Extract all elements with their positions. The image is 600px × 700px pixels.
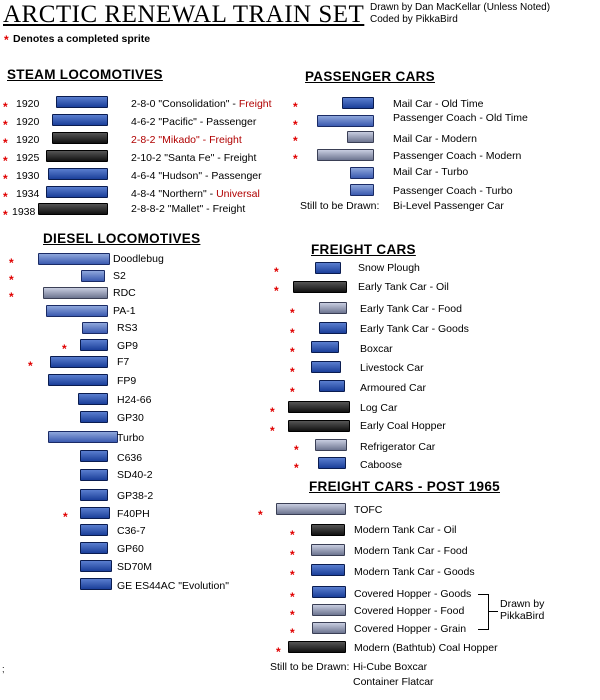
diesel-item: F40PH (117, 508, 150, 520)
brace-tick (488, 611, 498, 612)
loco-sprite (46, 305, 108, 317)
completed-star: * (270, 424, 275, 438)
car-sprite (350, 167, 374, 179)
completed-star: * (258, 508, 263, 522)
steam-item: 2-8-0 "Consolidation" - Freight (131, 98, 272, 110)
diesel-item: RS3 (117, 322, 138, 334)
completed-star: * (294, 443, 299, 457)
completed-star: * (290, 365, 295, 379)
car-sprite (317, 149, 374, 161)
freight-item: Boxcar (360, 343, 393, 355)
car-sprite (293, 281, 347, 293)
completed-star: * (3, 172, 8, 186)
loco-sprite (56, 96, 108, 108)
car-sprite (288, 641, 346, 653)
car-sprite (347, 131, 374, 143)
car-sprite (319, 302, 347, 314)
completed-star: * (290, 345, 295, 359)
steam-item: 4-8-4 "Northern" - Universal (131, 188, 260, 200)
freight-item: Early Tank Car - Oil (358, 281, 449, 293)
completed-star: * (293, 100, 298, 114)
car-sprite (312, 622, 346, 634)
completed-star: * (290, 608, 295, 622)
completed-star: * (3, 154, 8, 168)
freight-heading: FREIGHT CARS (311, 242, 416, 257)
freight-item: Refrigerator Car (360, 441, 436, 453)
freight-item: Early Coal Hopper (360, 420, 446, 432)
diesel-item: Doodlebug (113, 253, 164, 265)
loco-sprite (80, 507, 110, 519)
loco-sprite (80, 489, 108, 501)
steam-year: 1920 (16, 98, 40, 110)
freight-item: Early Tank Car - Food (360, 303, 462, 315)
post1965-todo-item: Container Flatcar (353, 676, 434, 688)
diesel-item: Turbo (117, 432, 145, 444)
loco-sprite (48, 431, 118, 443)
corner-mark: ; (2, 664, 5, 674)
completed-star: * (276, 645, 281, 659)
car-sprite (319, 380, 345, 392)
completed-star: * (28, 359, 33, 373)
car-sprite (311, 524, 345, 536)
passenger-item: Mail Car - Old Time (393, 98, 484, 110)
car-sprite (311, 544, 345, 556)
loco-sprite (52, 132, 108, 144)
completed-star: * (3, 136, 8, 150)
post1965-item: Modern (Bathtub) Coal Hopper (354, 642, 498, 654)
loco-sprite (50, 356, 108, 368)
completed-star: * (63, 510, 68, 524)
loco-sprite (52, 114, 108, 126)
completed-star: * (3, 118, 8, 132)
completed-star: * (290, 568, 295, 582)
loco-sprite (80, 560, 112, 572)
diesel-heading: DIESEL LOCOMOTIVES (43, 231, 201, 246)
post1965-item: TOFC (354, 504, 383, 516)
post1965-item: Modern Tank Car - Goods (354, 566, 475, 578)
freight-item: Early Tank Car - Goods (360, 323, 469, 335)
steam-item: 2-10-2 "Santa Fe" - Freight (131, 152, 257, 164)
freight-item: Armoured Car (360, 382, 426, 394)
diesel-item: C36-7 (117, 525, 146, 537)
completed-star: * (294, 461, 299, 475)
diesel-item: F7 (117, 356, 130, 368)
diesel-item: RDC (113, 287, 136, 299)
completed-star: * (270, 405, 275, 419)
completed-star: * (3, 100, 8, 114)
pikkabird-brace (478, 594, 489, 630)
loco-sprite (48, 168, 108, 180)
loco-sprite (46, 186, 108, 198)
loco-sprite (38, 253, 110, 265)
steam-year: 1925 (16, 152, 40, 164)
legend-text: Denotes a completed sprite (13, 33, 151, 45)
steam-year: 1934 (16, 188, 40, 200)
passenger-item: Passenger Coach - Turbo (393, 185, 513, 197)
completed-star: * (274, 265, 279, 279)
diesel-item: SD70M (117, 561, 153, 573)
freight-item: Log Car (360, 402, 398, 414)
completed-star: * (290, 385, 295, 399)
car-sprite (311, 341, 339, 353)
loco-sprite (82, 322, 108, 334)
freight-item: Caboose (360, 459, 403, 471)
post1965-todo-label: Still to be Drawn: (270, 661, 350, 673)
car-sprite (288, 401, 350, 413)
diesel-item: GE ES44AC "Evolution" (117, 580, 229, 592)
completed-star: * (3, 208, 8, 222)
car-sprite (317, 115, 374, 127)
passenger-item: Mail Car - Turbo (393, 166, 469, 178)
completed-star: * (62, 342, 67, 356)
loco-sprite (43, 287, 108, 299)
diesel-item: GP60 (117, 543, 144, 555)
loco-sprite (78, 393, 108, 405)
legend-star: * (4, 33, 9, 47)
diesel-item: GP9 (117, 340, 139, 352)
passenger-heading: PASSENGER CARS (305, 69, 435, 84)
loco-sprite (80, 542, 108, 554)
freight-item: Snow Plough (358, 262, 420, 274)
credit-coded: Coded by PikkaBird (370, 14, 458, 25)
steam-item: 4-6-2 "Pacific" - Passenger (131, 116, 257, 128)
pikkabird-note-drawn: Drawn by (500, 598, 545, 610)
diesel-item: GP30 (117, 412, 144, 424)
loco-sprite (46, 150, 108, 162)
loco-sprite (80, 524, 108, 536)
completed-star: * (290, 326, 295, 340)
completed-star: * (3, 190, 8, 204)
passenger-item: Mail Car - Modern (393, 133, 478, 145)
post1965-todo-item: Hi-Cube Boxcar (353, 661, 428, 673)
completed-star: * (274, 284, 279, 298)
diesel-item: FP9 (117, 375, 137, 387)
steam-year: 1920 (16, 134, 40, 146)
car-sprite (315, 439, 347, 451)
passenger-todo-item: Bi-Level Passenger Car (393, 200, 504, 212)
post1965-heading: FREIGHT CARS - POST 1965 (309, 479, 500, 494)
steam-year: 1920 (16, 116, 40, 128)
post1965-item: Covered Hopper - Grain (354, 623, 467, 635)
car-sprite (350, 184, 374, 196)
car-sprite (311, 361, 341, 373)
steam-year: 1930 (16, 170, 40, 182)
steam-item: 2-8-8-2 "Mallet" - Freight (131, 203, 246, 215)
steam-item: 2-8-2 "Mikado" - Freight (131, 134, 242, 146)
loco-sprite (48, 374, 108, 386)
passenger-item: Passenger Coach - Old Time (393, 112, 528, 124)
diesel-item: GP38-2 (117, 490, 154, 502)
page-title: ARCTIC RENEWAL TRAIN SET (3, 1, 365, 28)
car-sprite (276, 503, 346, 515)
completed-star: * (293, 134, 298, 148)
completed-star: * (9, 273, 14, 287)
loco-sprite (80, 339, 108, 351)
loco-sprite (80, 578, 112, 590)
completed-star: * (9, 256, 14, 270)
post1965-item: Modern Tank Car - Oil (354, 524, 457, 536)
freight-item: Livestock Car (360, 362, 424, 374)
loco-sprite (81, 270, 105, 282)
completed-star: * (290, 528, 295, 542)
completed-star: * (9, 290, 14, 304)
diesel-item: H24-66 (117, 394, 152, 406)
completed-star: * (290, 306, 295, 320)
car-sprite (311, 564, 345, 576)
post1965-item: Covered Hopper - Goods (354, 588, 472, 600)
car-sprite (288, 420, 350, 432)
car-sprite (312, 586, 346, 598)
car-sprite (315, 262, 341, 274)
passenger-item: Passenger Coach - Modern (393, 150, 522, 162)
diesel-item: S2 (113, 270, 126, 282)
diesel-item: C636 (117, 452, 143, 464)
credit-drawn: Drawn by Dan MacKellar (Unless Noted) (370, 2, 551, 13)
passenger-todo-label: Still to be Drawn: (300, 200, 380, 212)
completed-star: * (290, 626, 295, 640)
steam-year: 1938 (12, 206, 36, 218)
post1965-item: Covered Hopper - Food (354, 605, 465, 617)
diesel-item: SD40-2 (117, 469, 153, 481)
completed-star: * (290, 548, 295, 562)
car-sprite (342, 97, 374, 109)
loco-sprite (80, 450, 108, 462)
loco-sprite (38, 203, 108, 215)
steam-item: 4-6-4 "Hudson" - Passenger (131, 170, 262, 182)
car-sprite (318, 457, 346, 469)
car-sprite (312, 604, 346, 616)
loco-sprite (80, 411, 108, 423)
completed-star: * (290, 590, 295, 604)
loco-sprite (80, 469, 108, 481)
car-sprite (319, 322, 347, 334)
post1965-item: Modern Tank Car - Food (354, 545, 468, 557)
pikkabird-note-name: PikkaBird (500, 610, 545, 622)
completed-star: * (293, 152, 298, 166)
completed-star: * (293, 118, 298, 132)
steam-heading: STEAM LOCOMOTIVES (7, 67, 163, 82)
diesel-item: PA-1 (113, 305, 136, 317)
